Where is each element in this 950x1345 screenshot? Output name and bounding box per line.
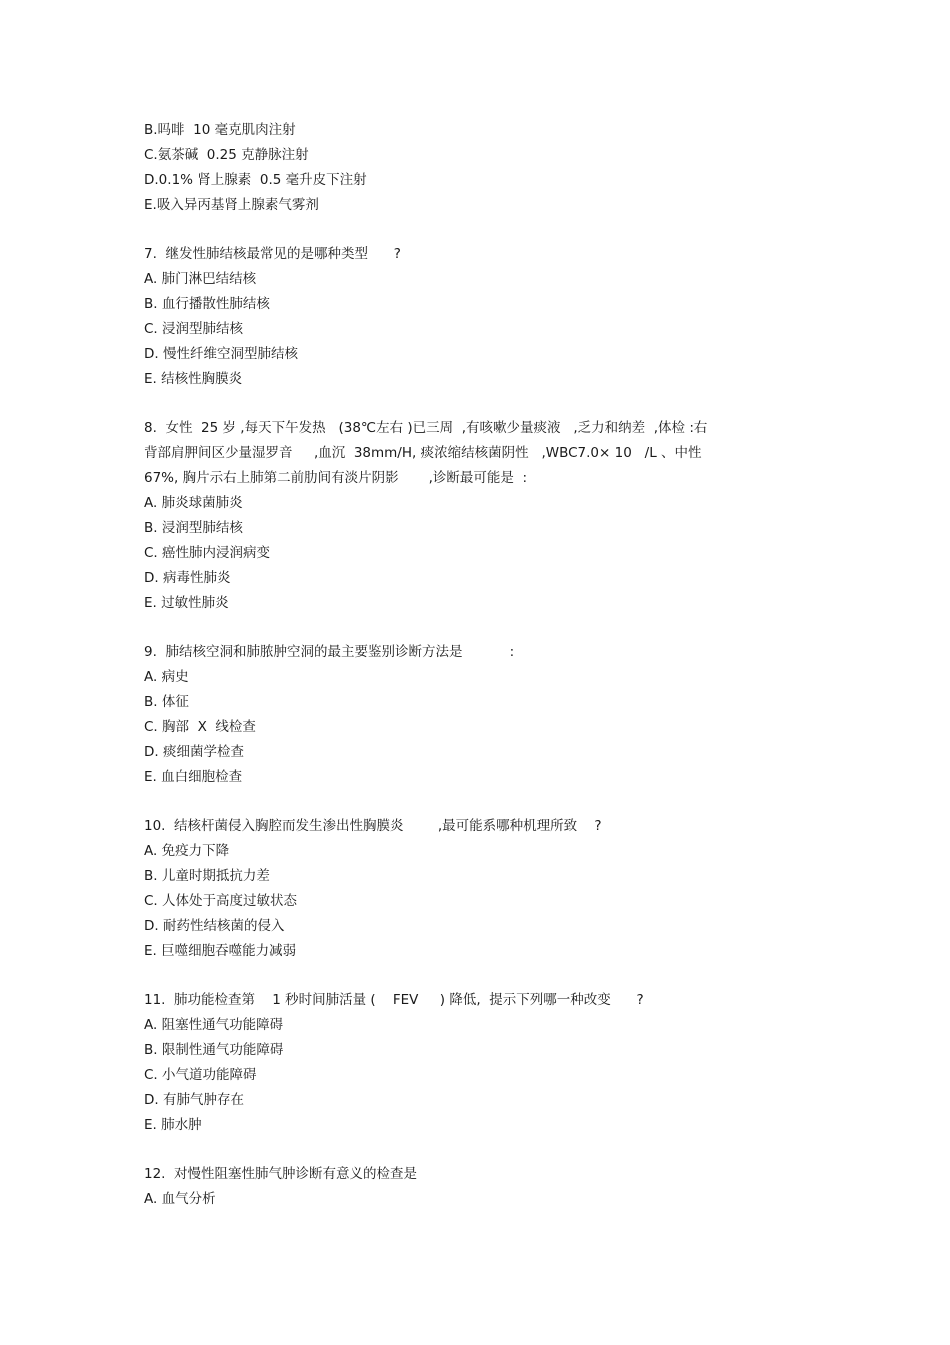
option-c: C. 小气道功能障碍 — [144, 1067, 257, 1083]
option-d: D. 耐药性结核菌的侵入 — [144, 918, 285, 934]
question-block-8 — [144, 416, 764, 616]
option-b: B. 血行播散性肺结核 — [144, 296, 270, 312]
option-c: C. 浸润型肺结核 — [144, 321, 244, 337]
option-d: D.0.1% 肾上腺素 0.5 毫升皮下注射 — [144, 172, 367, 188]
option-b: B.吗啡 10 毫克肌肉注射 — [144, 122, 296, 138]
option-b: B. 限制性通气功能障碍 — [144, 1042, 284, 1058]
question-text: 7. 继发性肺结核最常见的是哪种类型 ? — [144, 246, 401, 262]
option-a: A. 阻塞性通气功能障碍 — [144, 1017, 284, 1033]
option-b: B. 儿童时期抵抗力差 — [144, 868, 270, 884]
question-text: 12. 对慢性阻塞性肺气肿诊断有意义的检查是 — [144, 1166, 418, 1182]
question-text: 11. 肺功能检查第 1 秒时间肺活量 ( FEV ) 降低, 提示下列哪一种改变 ? — [144, 992, 644, 1008]
option-d: D. 有肺气肿存在 — [144, 1092, 244, 1108]
option-e: E. 肺水肿 — [144, 1117, 202, 1133]
option-e: E. 巨噬细胞吞噬能力减弱 — [144, 943, 297, 959]
question-text-line-3: 67%, 胸片示右上肺第二前肋间有淡片阴影 ,诊断最可能是 : — [144, 470, 528, 486]
option-a: A. 肺炎球菌肺炎 — [144, 495, 243, 511]
option-c: C. 胸部 X 线检查 — [144, 719, 256, 735]
option-c: C. 人体处于高度过敏状态 — [144, 893, 298, 909]
question-text-line-1: 8. 女性 25 岁 ,每天下午发热 (38℃左右 )已三周 ,有咳嗽少量痰液 ,乏力和纳差 ,体检 :右 — [144, 420, 708, 436]
question-block-11 — [144, 988, 764, 1138]
question-list — [144, 118, 764, 1212]
option-a: A. 血气分析 — [144, 1191, 216, 1207]
option-a: A. 肺门淋巴结结核 — [144, 271, 257, 287]
option-e: E.吸入异丙基肾上腺素气雾剂 — [144, 197, 319, 213]
option-c: C.氨茶碱 0.25 克静脉注射 — [144, 147, 309, 163]
question-text: 10. 结核杆菌侵入胸腔而发生渗出性胸膜炎 ,最可能系哪种机理所致 ? — [144, 818, 602, 834]
option-a: A. 病史 — [144, 669, 189, 685]
option-a: A. 免疫力下降 — [144, 843, 230, 859]
option-e: E. 过敏性肺炎 — [144, 595, 229, 611]
option-b: B. 体征 — [144, 694, 189, 710]
option-d: D. 痰细菌学检查 — [144, 744, 244, 760]
option-c: C. 癌性肺内浸润病变 — [144, 545, 271, 561]
question-text-line-2: 背部肩胛间区少量湿罗音 ,血沉 38mm/H, 痰浓缩结核菌阴性 ,WBC7.0× 10 /L 、中性 — [144, 445, 702, 461]
question-text: 9. 肺结核空洞和肺脓肿空洞的最主要鉴别诊断方法是 : — [144, 644, 515, 660]
question-block-6-continued — [144, 118, 764, 218]
option-d: D. 病毒性肺炎 — [144, 570, 231, 586]
option-e: E. 血白细胞检查 — [144, 769, 243, 785]
option-d: D. 慢性纤维空洞型肺结核 — [144, 346, 298, 362]
question-block-9 — [144, 640, 764, 790]
question-block-7 — [144, 242, 764, 392]
option-e: E. 结核性胸膜炎 — [144, 371, 243, 387]
option-b: B. 浸润型肺结核 — [144, 520, 243, 536]
question-block-10 — [144, 814, 764, 964]
question-block-12 — [144, 1162, 764, 1212]
